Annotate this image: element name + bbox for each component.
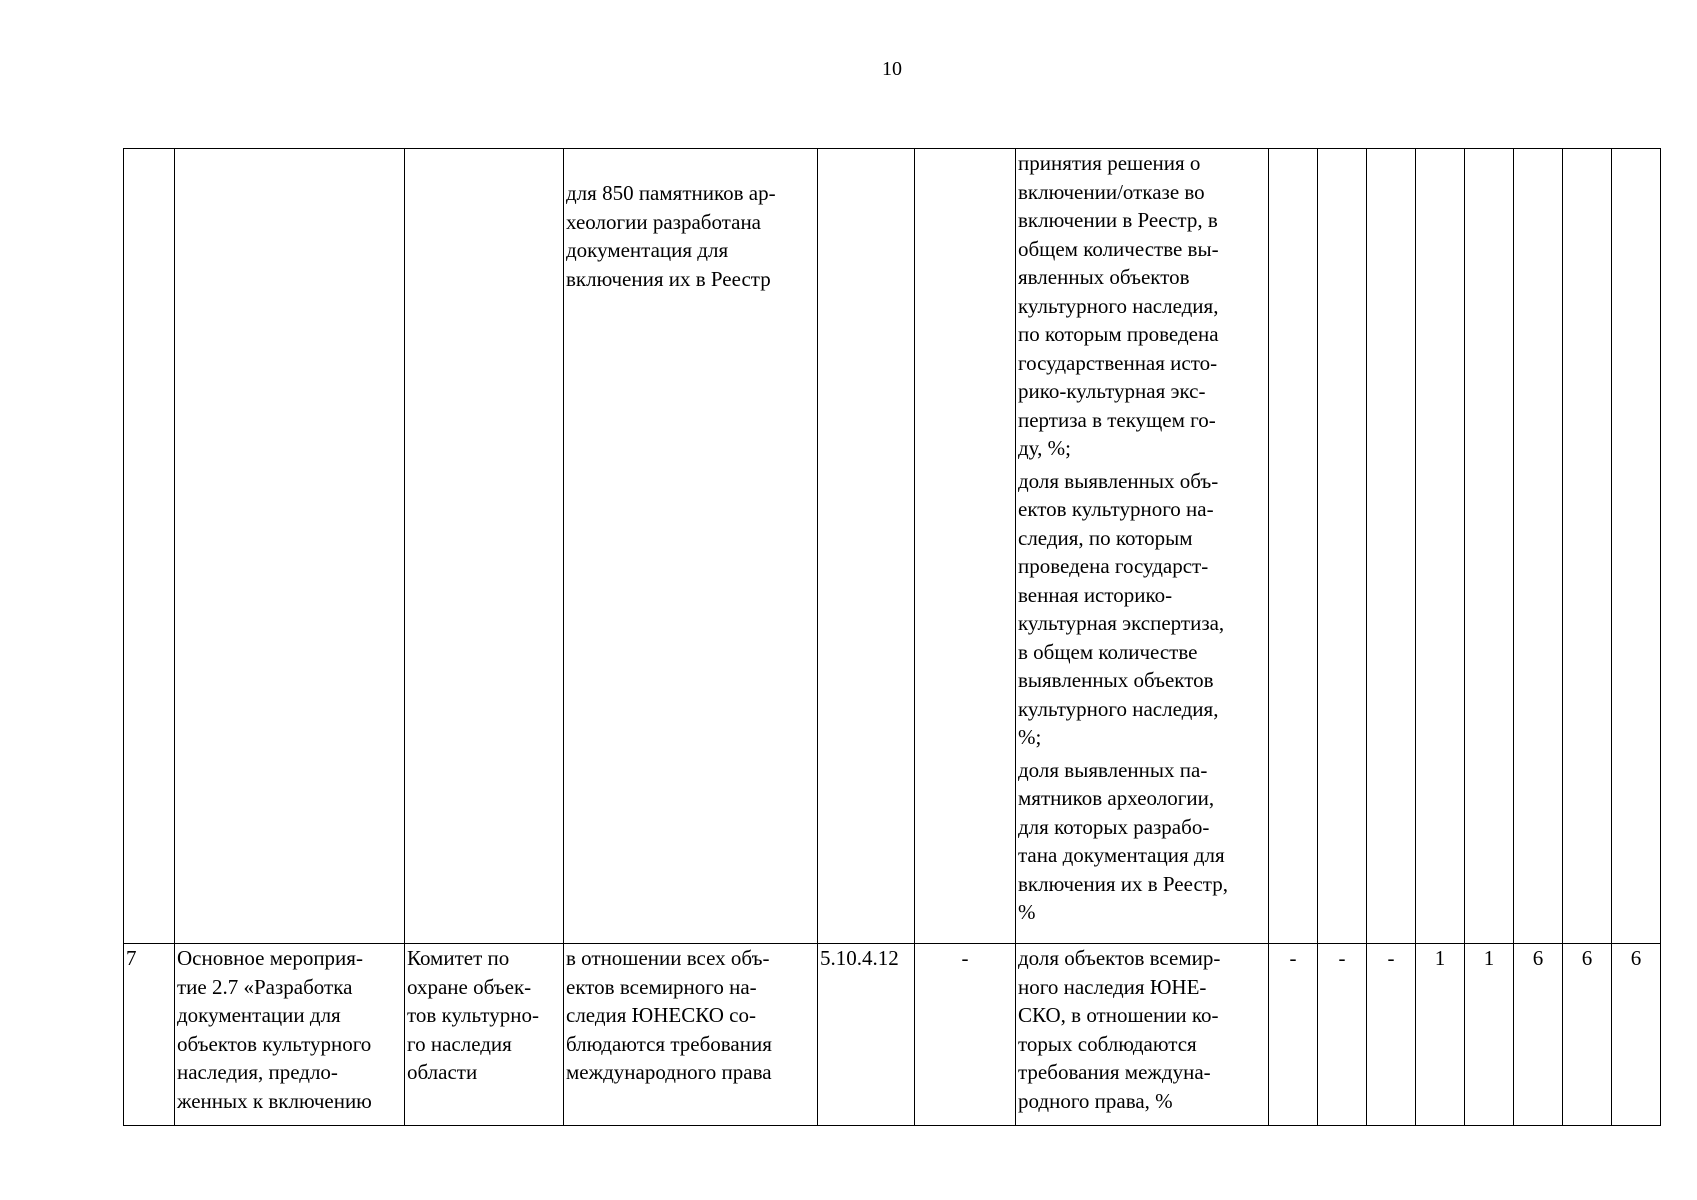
indicator-text: доля выявленных па- мятников археологии, для которых разрабо- тана документация для включения их в Реестр, % bbox=[1018, 757, 1228, 924]
cell-value: - bbox=[1318, 944, 1367, 1126]
table-row bbox=[124, 944, 1661, 1126]
page-number: 10 bbox=[882, 58, 902, 80]
cell-measure bbox=[175, 149, 405, 944]
cell-link: - bbox=[915, 944, 1016, 1126]
cell-executor bbox=[405, 149, 564, 944]
indicator-text: доля выявленных объ- ектов культурного на- следия, по которым проведена государст- венная историко- культурная экспертиза, в общем количестве выявленных объектов культурного наследия, %; bbox=[1018, 468, 1225, 749]
cell-value: 1 bbox=[1465, 944, 1514, 1126]
cell-value: 6 bbox=[1514, 944, 1563, 1126]
cell-value: 1 bbox=[1416, 944, 1465, 1126]
cell-indicators bbox=[1016, 149, 1269, 944]
cell-indicators bbox=[1016, 944, 1269, 1126]
indicator-text: принятия решения о включении/отказе во включении в Реестр, в общем количестве вы- явленных объектов культурного наследия, по которым проведена государственная исто- рико-культурная экс- пертиза в текущем го- ду, %; bbox=[1018, 151, 1219, 460]
cell-value bbox=[1367, 149, 1416, 944]
cell-value bbox=[1514, 149, 1563, 944]
table-row bbox=[124, 149, 1661, 944]
cell-value bbox=[1612, 149, 1661, 944]
cell-executor: Комитет по охране объек- тов культурно- го наследия области bbox=[405, 944, 564, 1126]
cell-value: 6 bbox=[1563, 944, 1612, 1126]
cell-num bbox=[124, 149, 175, 944]
cell-result bbox=[564, 149, 818, 944]
cell-value: 6 bbox=[1612, 944, 1661, 1126]
cell-value: - bbox=[1269, 944, 1318, 1126]
cell-code: 5.10.4.12 bbox=[818, 944, 915, 1126]
indicator-text: доля объектов всемир- ного наследия ЮНЕ- СКО, в отношении ко- торых соблюдаются требования междуна- родного права, % bbox=[1018, 946, 1221, 1113]
result-text: для 850 памятников ар- хеологии разработана документация для включения их в Реестр bbox=[566, 181, 776, 291]
cell-value bbox=[1269, 149, 1318, 944]
cell-value bbox=[1318, 149, 1367, 944]
cell-value bbox=[1416, 149, 1465, 944]
cell-link bbox=[915, 149, 1016, 944]
cell-value bbox=[1465, 149, 1514, 944]
program-table bbox=[123, 148, 1661, 1126]
cell-result: в отношении всех объ- ектов всемирного на- следия ЮНЕСКО со- блюдаются требования международного права bbox=[564, 944, 818, 1126]
cell-measure: Основное мероприя- тие 2.7 «Разработка документации для объектов культурного наследия, предло- женных к включению bbox=[175, 944, 405, 1126]
cell-value: - bbox=[1367, 944, 1416, 1126]
cell-value bbox=[1563, 149, 1612, 944]
cell-num: 7 bbox=[124, 944, 175, 1126]
cell-code bbox=[818, 149, 915, 944]
